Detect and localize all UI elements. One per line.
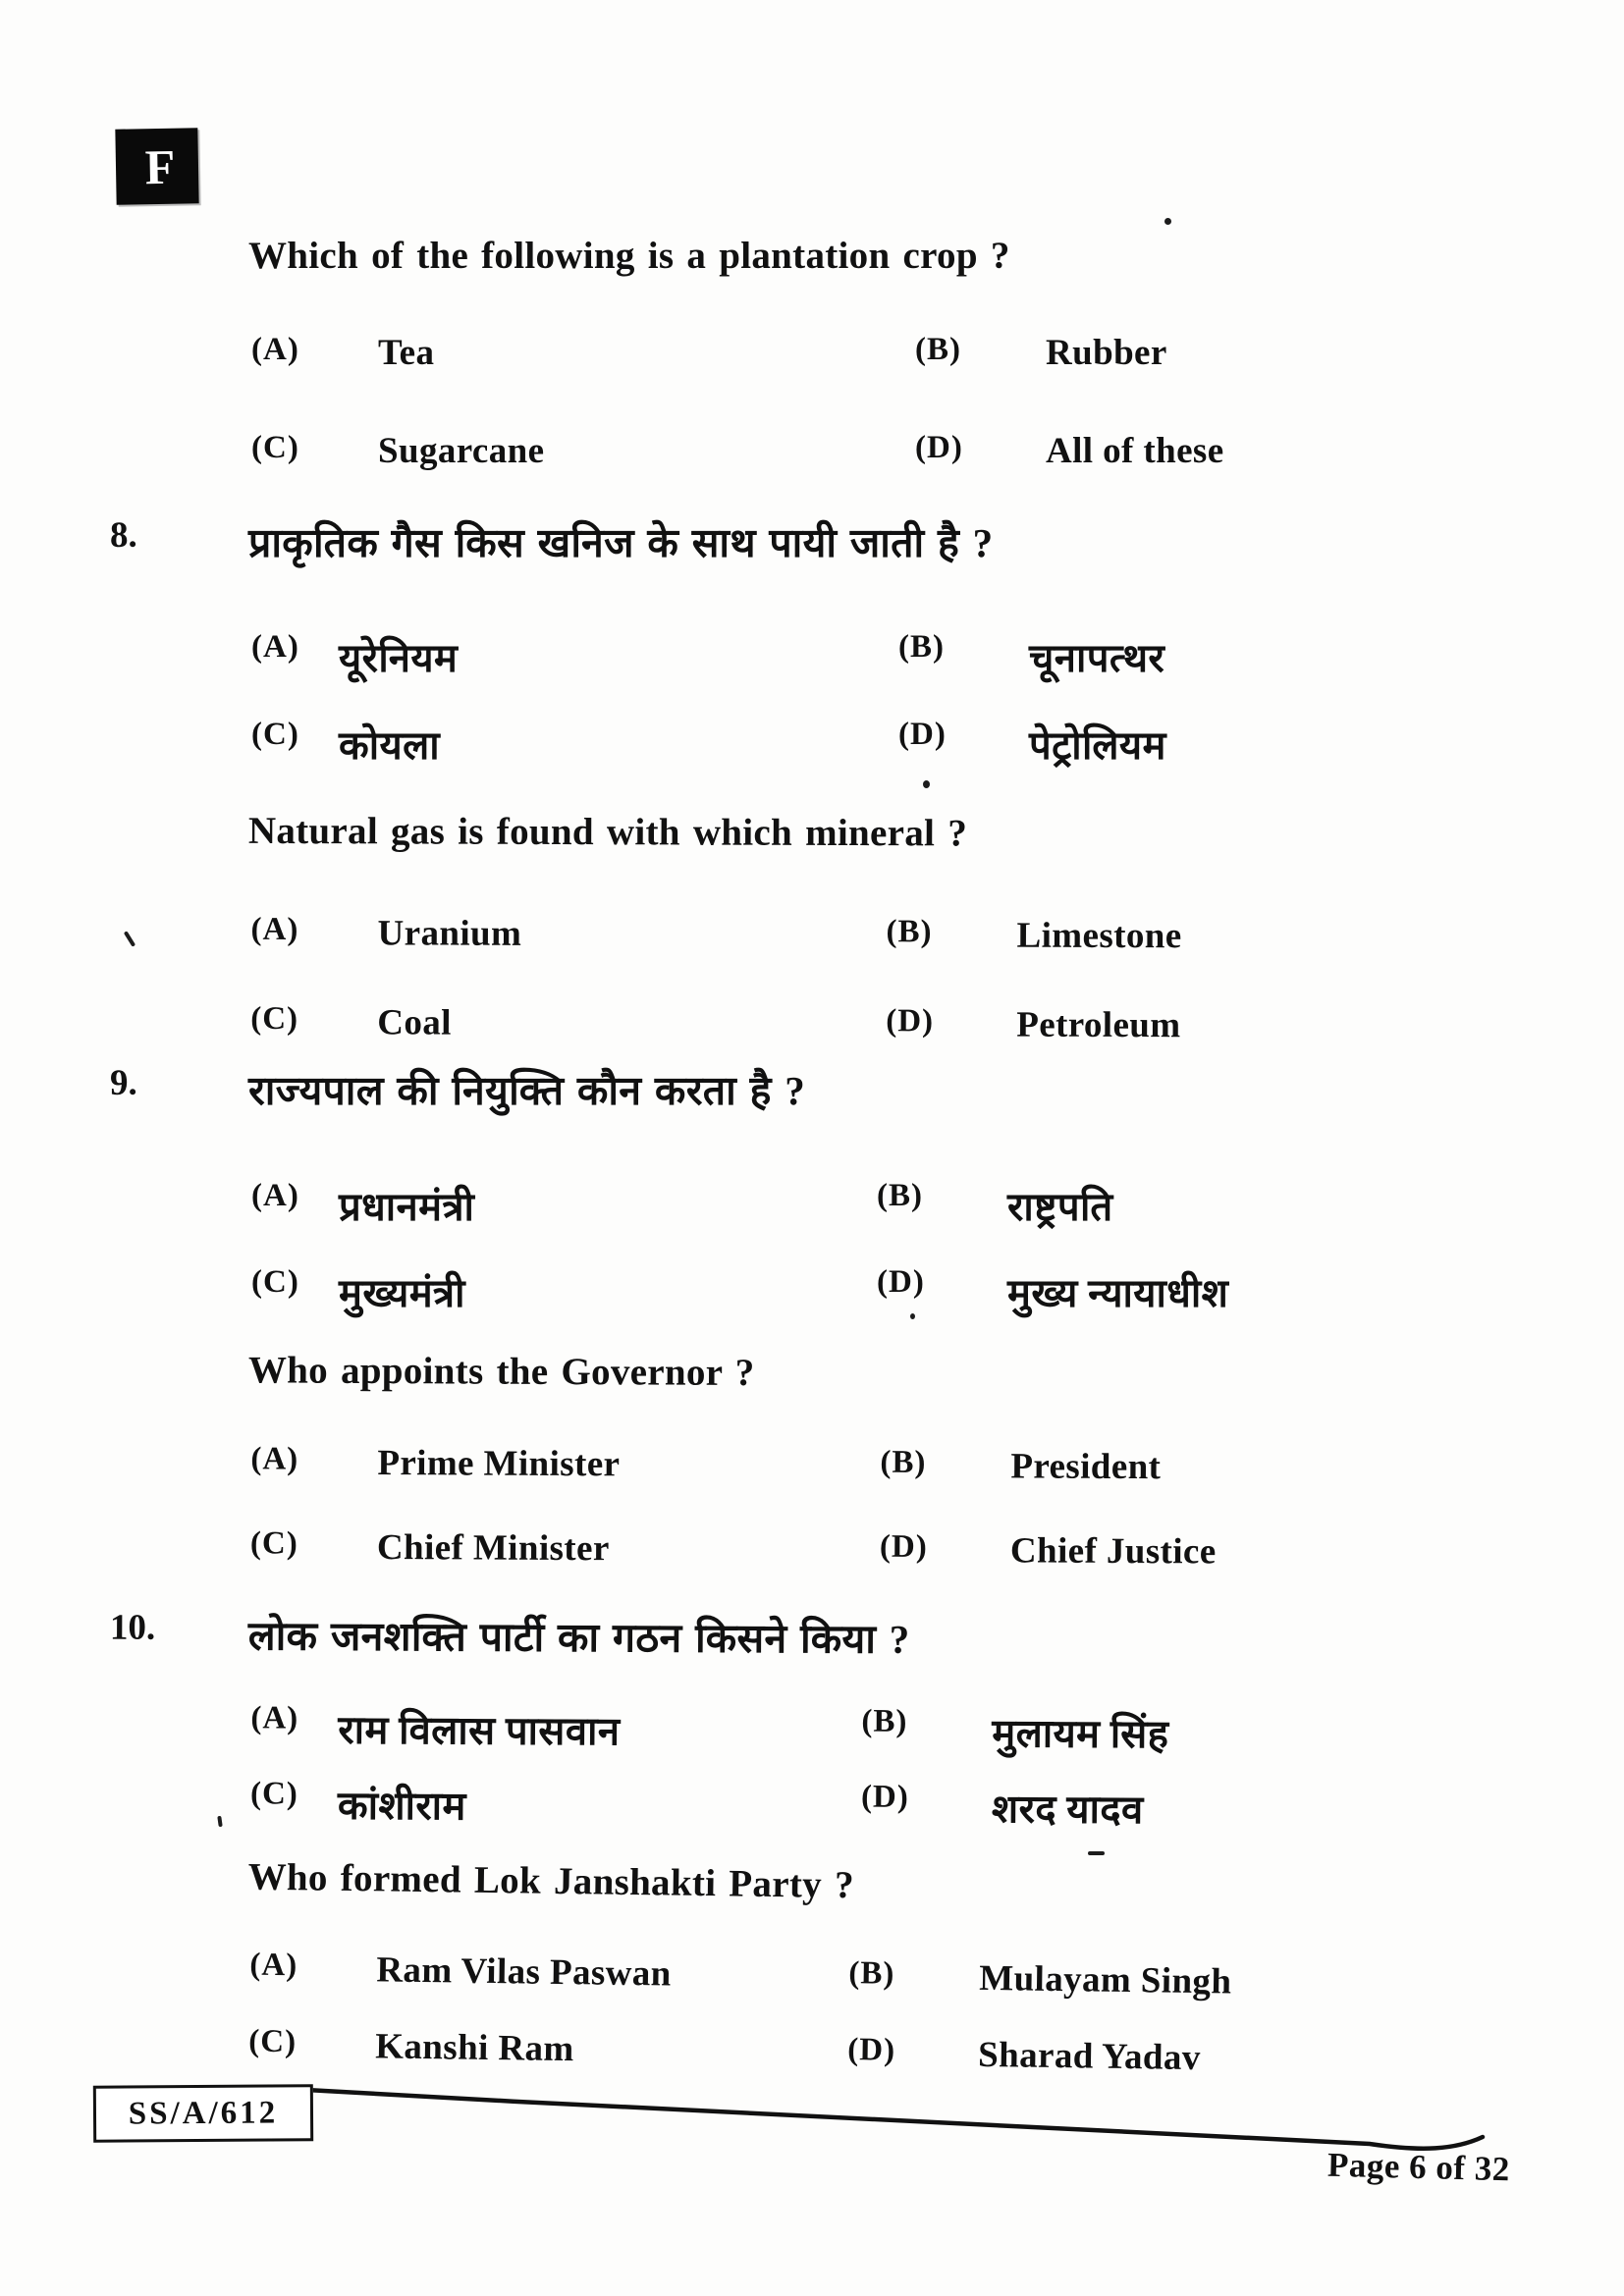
option-letter-b: (B) (861, 1703, 908, 1739)
option-letter-b: (B) (915, 332, 961, 367)
option-letter-a: (A) (251, 1178, 299, 1213)
question-text: Who appoints the Governor ? (247, 1349, 755, 1395)
option-letter-a: (A) (250, 1700, 299, 1736)
option-text-a: प्रधानमंत्री (339, 1185, 475, 1229)
option-letter-c: (C) (250, 1000, 299, 1038)
question-block (0, 1851, 1624, 2079)
scan-artifact (1088, 1851, 1105, 1855)
booklet-code: SS/A/612 (128, 2094, 279, 2132)
question-text: राज्यपाल की नियुक्ति कौन करता है ? (248, 1068, 806, 1113)
set-marker-letter: F (144, 138, 176, 194)
option-letter-b: (B) (898, 629, 945, 665)
option-text-c: Chief Minister (376, 1527, 610, 1570)
scan-artifact (217, 1816, 222, 1827)
option-text-b: Rubber (1046, 333, 1167, 373)
option-text-c: मुख्यमंत्री (339, 1271, 465, 1315)
option-text-d: मुख्य न्यायाधीश (1007, 1271, 1229, 1315)
option-text-b: मुलायम सिंह (992, 1711, 1169, 1757)
question-block (0, 808, 1624, 1046)
scan-artifact (910, 1313, 915, 1319)
question-text: लोक जनशक्ति पार्टी का गठन किसने किया ? (247, 1613, 910, 1662)
option-text-d: Chief Justice (1009, 1530, 1217, 1573)
option-text-d: पेट्रोलियम (1029, 723, 1166, 768)
question-number: 8. (110, 515, 137, 556)
option-text-a: Uranium (377, 913, 522, 954)
option-text-c: कोयला (339, 723, 440, 768)
option-letter-b: (B) (848, 1955, 895, 1992)
option-text-d: Sharad Yadav (977, 2034, 1201, 2079)
option-letter-d: (D) (877, 1264, 925, 1300)
set-marker-box (115, 128, 198, 204)
option-text-d: All of these (1046, 431, 1224, 471)
question-block (0, 1606, 1624, 1833)
question-block (0, 1347, 1624, 1573)
question-number: 10. (109, 1607, 156, 1648)
option-letter-a: (A) (251, 332, 299, 367)
option-text-a: यूरेनियम (339, 636, 459, 680)
option-text-c: कांशीराम (337, 1783, 466, 1829)
question-number: 9. (110, 1063, 137, 1103)
option-text-b: चूनापत्थर (1029, 636, 1165, 680)
option-text-a: राम विलास पासवान (338, 1707, 621, 1754)
option-letter-b: (B) (886, 914, 933, 950)
option-letter-d: (D) (860, 1779, 909, 1815)
option-text-b: President (1010, 1446, 1162, 1488)
option-letter-d: (D) (898, 717, 947, 752)
question-text: Natural gas is found with which mineral ? (247, 809, 968, 855)
option-text-a: Prime Minister (377, 1443, 621, 1485)
option-text-a: Ram Vilas Paswan (376, 1949, 672, 1995)
option-letter-d: (D) (915, 430, 963, 465)
option-text-c: Coal (377, 1002, 452, 1043)
option-letter-a: (A) (251, 629, 299, 665)
scan-artifact (1164, 218, 1171, 225)
option-letter-a: (A) (250, 1441, 299, 1477)
option-letter-d: (D) (847, 2032, 896, 2068)
booklet-code-box (93, 2084, 313, 2143)
option-letter-a: (A) (250, 911, 299, 948)
option-letter-b: (B) (877, 1178, 923, 1213)
scan-artifact (124, 931, 135, 947)
option-text-d: शरद यादव (991, 1787, 1144, 1833)
option-text-b: Limestone (1016, 915, 1182, 957)
option-letter-d: (D) (879, 1528, 928, 1565)
page-number: Page 6 of 32 (1326, 2145, 1511, 2189)
option-text-b: Mulayam Singh (979, 1957, 1232, 2002)
option-letter-c: (C) (251, 717, 299, 752)
question-text: Who formed Lok Janshakti Party ? (247, 1855, 855, 1907)
option-letter-c: (C) (249, 1776, 298, 1812)
scan-artifact (923, 780, 930, 788)
option-letter-d: (D) (886, 1003, 935, 1040)
option-text-a: Tea (378, 333, 435, 373)
option-letter-c: (C) (251, 430, 299, 465)
question-text: प्राकृतिक गैस किस खनिज के साथ पायी जाती है ? (248, 520, 994, 565)
option-letter-a: (A) (249, 1947, 298, 1984)
option-text-c: Sugarcane (378, 431, 545, 471)
option-text-d: Petroleum (1016, 1004, 1181, 1046)
option-letter-c: (C) (251, 1264, 299, 1300)
option-text-b: राष्ट्रपति (1007, 1185, 1113, 1229)
option-letter-c: (C) (249, 1525, 298, 1562)
option-letter-b: (B) (880, 1444, 927, 1480)
option-text-c: Kanshi Ram (374, 2026, 574, 2070)
option-letter-c: (C) (248, 2023, 298, 2060)
question-text: Which of the following is a plantation crop ? (248, 235, 1010, 277)
